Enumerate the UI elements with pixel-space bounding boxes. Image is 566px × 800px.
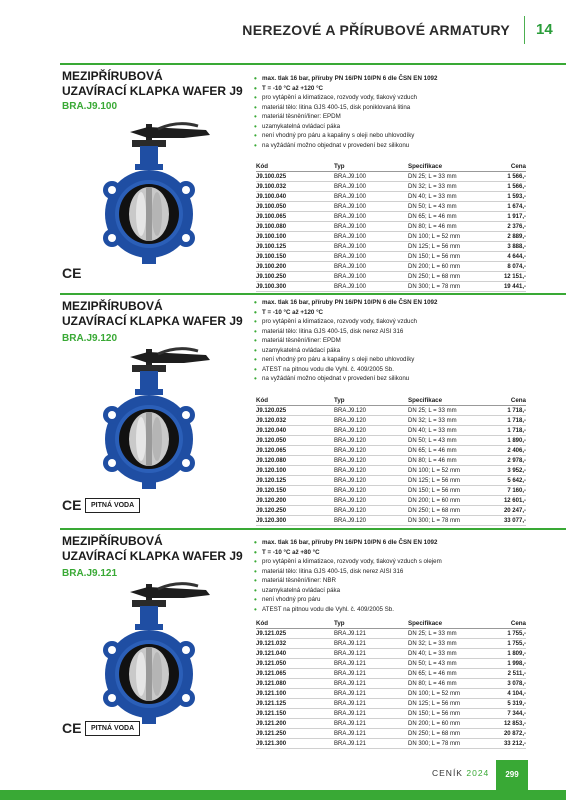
- ce-mark-icon: CE: [62, 265, 82, 281]
- cell-spec: DN 50; L = 43 mm: [408, 436, 486, 446]
- table-row: [256, 172, 526, 182]
- cell-type: BRA.J9.100: [334, 232, 408, 242]
- product-title-line2: UZAVÍRACÍ KLAPKA WAFER J9: [62, 549, 243, 563]
- cell-code: J9.121.150: [256, 709, 334, 719]
- cell-code: J9.120.050: [256, 436, 334, 446]
- footer-year: 2024: [466, 768, 490, 778]
- cell-price: 1 917,-: [486, 212, 526, 222]
- footer-label: [432, 768, 489, 778]
- cell-type: BRA.J9.100: [334, 282, 408, 292]
- cell-spec: DN 25; L = 33 mm: [408, 172, 486, 182]
- table-header-price: Cena: [486, 161, 526, 172]
- cell-price: 1 593,-: [486, 192, 526, 202]
- cell-code: J9.120.080: [256, 456, 334, 466]
- cell-price: 2 889,-: [486, 232, 526, 242]
- table-row: [256, 262, 526, 272]
- cell-spec: DN 65; L = 46 mm: [408, 669, 486, 679]
- cell-code: J9.121.080: [256, 679, 334, 689]
- cell-spec: DN 40; L = 33 mm: [408, 649, 486, 659]
- feature-item: • uzamykatelná ovládací páka: [254, 586, 544, 596]
- cell-type: BRA.J9.100: [334, 252, 408, 262]
- cell-spec: DN 50; L = 43 mm: [408, 202, 486, 212]
- cell-code: J9.100.150: [256, 252, 334, 262]
- cell-code: J9.100.065: [256, 212, 334, 222]
- feature-item: • není vhodný pro páru: [254, 595, 544, 605]
- table-row: [256, 689, 526, 699]
- cell-type: BRA.J9.121: [334, 649, 408, 659]
- cell-price: 4 644,-: [486, 252, 526, 262]
- cell-price: 33 212,-: [486, 739, 526, 749]
- cell-code: J9.120.150: [256, 486, 334, 496]
- cell-type: BRA.J9.120: [334, 476, 408, 486]
- cell-type: BRA.J9.100: [334, 262, 408, 272]
- feature-item: • max. tlak 16 bar, příruby PN 16/PN 10/PN 6 dle ČSN EN 1092: [254, 538, 544, 548]
- product-code: BRA.J9.100: [62, 101, 118, 112]
- product-section-j9-100: [0, 63, 566, 288]
- table-row: [256, 679, 526, 689]
- feature-item: • uzamykatelná ovládací páka: [254, 346, 544, 356]
- feature-item: • T = -10 °C až +120 °C: [254, 84, 544, 94]
- cell-code: J9.121.125: [256, 699, 334, 709]
- page-header-title: NEREZOVÉ A PŘÍRUBOVÉ ARMATURY: [242, 22, 510, 38]
- cell-code: J9.121.032: [256, 639, 334, 649]
- table-row: [256, 252, 526, 262]
- feature-item: • materiál tělo: litina GJS 400-15, disk nerez AISI 316: [254, 567, 544, 577]
- cell-price: 1 890,-: [486, 436, 526, 446]
- price-table: [256, 161, 526, 292]
- drinking-water-badge: PITNÁ VODA: [85, 498, 140, 513]
- cell-spec: DN 300; L = 78 mm: [408, 516, 486, 526]
- product-title-line2: UZAVÍRACÍ KLAPKA WAFER J9: [62, 314, 243, 328]
- product-title-line2: UZAVÍRACÍ KLAPKA WAFER J9: [62, 84, 243, 98]
- ce-mark-icon: CE: [62, 497, 82, 513]
- cell-price: 5 319,-: [486, 699, 526, 709]
- cell-price: 20 872,-: [486, 729, 526, 739]
- cell-code: J9.121.300: [256, 739, 334, 749]
- table-header-price: Cena: [486, 395, 526, 406]
- cell-price: 1 809,-: [486, 649, 526, 659]
- cell-price: 1 755,-: [486, 629, 526, 639]
- table-header-code: Kód: [256, 618, 334, 629]
- cell-spec: DN 25; L = 33 mm: [408, 629, 486, 639]
- cell-price: 7 344,-: [486, 709, 526, 719]
- table-row: [256, 486, 526, 496]
- cell-code: J9.121.100: [256, 689, 334, 699]
- cell-code: J9.120.100: [256, 466, 334, 476]
- feature-item: • T = -10 °C až +120 °C: [254, 308, 544, 318]
- cell-code: J9.121.250: [256, 729, 334, 739]
- feature-item: • není vhodný pro páru a kapaliny s oleji nebo uhlovodíky: [254, 355, 544, 365]
- table-row: [256, 436, 526, 446]
- price-table: [256, 618, 526, 749]
- cell-price: 1 755,-: [486, 639, 526, 649]
- cell-type: BRA.J9.100: [334, 202, 408, 212]
- cell-spec: DN 100; L = 52 mm: [408, 466, 486, 476]
- feature-item: • max. tlak 16 bar, příruby PN 16/PN 10/PN 6 dle ČSN EN 1092: [254, 298, 544, 308]
- cell-type: BRA.J9.100: [334, 172, 408, 182]
- section-divider: [60, 63, 566, 65]
- cell-type: BRA.J9.121: [334, 719, 408, 729]
- cell-type: BRA.J9.120: [334, 506, 408, 516]
- cell-type: BRA.J9.100: [334, 212, 408, 222]
- cell-type: BRA.J9.120: [334, 406, 408, 416]
- table-row: [256, 222, 526, 232]
- table-row: [256, 466, 526, 476]
- cell-code: J9.121.025: [256, 629, 334, 639]
- table-row: [256, 242, 526, 252]
- cell-price: 1 718,-: [486, 406, 526, 416]
- cell-spec: DN 200; L = 60 mm: [408, 719, 486, 729]
- cell-code: J9.120.032: [256, 416, 334, 426]
- table-row: [256, 192, 526, 202]
- cell-price: 2 511,-: [486, 669, 526, 679]
- cell-code: J9.100.100: [256, 232, 334, 242]
- table-row: [256, 202, 526, 212]
- cell-type: BRA.J9.121: [334, 709, 408, 719]
- feature-item: • pro vytápění a klimatizace, rozvody vody, tlakový vzduch: [254, 317, 544, 327]
- cell-spec: DN 150; L = 56 mm: [408, 252, 486, 262]
- header-divider: [524, 16, 525, 44]
- feature-item: • materiál těsnění/liner: EPDM: [254, 336, 544, 346]
- table-row: [256, 416, 526, 426]
- cell-code: J9.100.040: [256, 192, 334, 202]
- product-title: [62, 534, 243, 564]
- product-section-j9-121: [0, 528, 566, 758]
- cell-code: J9.100.125: [256, 242, 334, 252]
- section-divider: [60, 293, 566, 295]
- table-header-spec: Specifikace: [408, 161, 486, 172]
- butterfly-valve-image: [88, 118, 218, 268]
- table-header-code: Kód: [256, 161, 334, 172]
- cell-code: J9.100.200: [256, 262, 334, 272]
- table-row: [256, 272, 526, 282]
- product-code: BRA.J9.121: [62, 568, 118, 579]
- cell-price: 4 104,-: [486, 689, 526, 699]
- table-row: [256, 476, 526, 486]
- table-header-price: Cena: [486, 618, 526, 629]
- cell-price: 12 151,-: [486, 272, 526, 282]
- cell-code: J9.121.050: [256, 659, 334, 669]
- table-row: [256, 406, 526, 416]
- feature-item: • ATEST na pitnou vodu dle Vyhl. č. 409/2005 Sb.: [254, 605, 544, 615]
- cell-spec: DN 250; L = 68 mm: [408, 506, 486, 516]
- cell-spec: DN 65; L = 46 mm: [408, 212, 486, 222]
- feature-item: • uzamykatelná ovládací páka: [254, 122, 544, 132]
- cell-spec: DN 40; L = 33 mm: [408, 426, 486, 436]
- cell-type: BRA.J9.120: [334, 426, 408, 436]
- cell-spec: DN 32; L = 33 mm: [408, 182, 486, 192]
- table-row: [256, 719, 526, 729]
- cell-code: J9.100.300: [256, 282, 334, 292]
- feature-item: • pro vytápění a klimatizace, rozvody vody, tlakový vzduch s olejem: [254, 557, 544, 567]
- page-number: 299: [496, 760, 528, 790]
- cell-type: BRA.J9.100: [334, 272, 408, 282]
- table-row: [256, 709, 526, 719]
- cell-code: J9.120.300: [256, 516, 334, 526]
- cell-type: BRA.J9.100: [334, 242, 408, 252]
- cell-spec: DN 200; L = 60 mm: [408, 496, 486, 506]
- product-title-line1: MEZIPŘÍRUBOVÁ: [62, 299, 163, 313]
- cell-price: 12 601,-: [486, 496, 526, 506]
- table-row: [256, 729, 526, 739]
- feature-item: • materiál těsnění/liner: EPDM: [254, 112, 544, 122]
- chapter-number: 14: [536, 21, 553, 38]
- cell-spec: DN 200; L = 60 mm: [408, 262, 486, 272]
- table-row: [256, 669, 526, 679]
- cell-price: 3 888,-: [486, 242, 526, 252]
- cell-spec: DN 80; L = 46 mm: [408, 222, 486, 232]
- price-table: [256, 395, 526, 526]
- table-row: [256, 456, 526, 466]
- cell-spec: DN 300; L = 78 mm: [408, 282, 486, 292]
- cell-code: J9.120.125: [256, 476, 334, 486]
- drinking-water-badge: PITNÁ VODA: [85, 721, 140, 736]
- cell-type: BRA.J9.120: [334, 436, 408, 446]
- cell-price: 33 077,-: [486, 516, 526, 526]
- ce-mark-icon: CE: [62, 720, 82, 736]
- table-row: [256, 516, 526, 526]
- feature-item: • na vyžádání možno objednat v provedení bez silikonu: [254, 141, 544, 151]
- feature-item: • T = -10 °C až +80 °C: [254, 548, 544, 558]
- feature-item: • pro vytápění a klimatizace, rozvody vody, tlakový vzduch: [254, 93, 544, 103]
- table-row: [256, 426, 526, 436]
- cell-price: 3 078,-: [486, 679, 526, 689]
- table-row: [256, 282, 526, 292]
- feature-item: • není vhodný pro páru a kapaliny s oleji nebo uhlovodíky: [254, 131, 544, 141]
- product-section-j9-120: [0, 293, 566, 524]
- butterfly-valve-image: [88, 578, 218, 728]
- feature-item: • na vyžádání možno objednat v provedení bez silikonu: [254, 374, 544, 384]
- cell-spec: DN 32; L = 33 mm: [408, 416, 486, 426]
- feature-item: • max. tlak 16 bar, příruby PN 16/PN 10/PN 6 dle ČSN EN 1092: [254, 74, 544, 84]
- cell-code: J9.121.200: [256, 719, 334, 729]
- cell-price: 2 376,-: [486, 222, 526, 232]
- cell-type: BRA.J9.100: [334, 192, 408, 202]
- cell-type: BRA.J9.121: [334, 699, 408, 709]
- cell-spec: DN 150; L = 56 mm: [408, 709, 486, 719]
- cell-price: 19 441,-: [486, 282, 526, 292]
- cell-spec: DN 25; L = 33 mm: [408, 406, 486, 416]
- cell-type: BRA.J9.120: [334, 496, 408, 506]
- cell-code: J9.100.250: [256, 272, 334, 282]
- cell-price: 1 566,-: [486, 182, 526, 192]
- table-row: [256, 639, 526, 649]
- feature-item: • materiál tělo: litina GJS 400-15, disk poniklovaná litina: [254, 103, 544, 113]
- cell-price: 1 718,-: [486, 416, 526, 426]
- cell-price: 1 674,-: [486, 202, 526, 212]
- cell-price: 1 718,-: [486, 426, 526, 436]
- feature-list: [254, 298, 544, 384]
- footer-bar: [0, 790, 566, 800]
- table-header-type: Typ: [334, 161, 408, 172]
- table-row: [256, 506, 526, 516]
- cell-spec: DN 100; L = 52 mm: [408, 689, 486, 699]
- cell-type: BRA.J9.121: [334, 659, 408, 669]
- table-header-code: Kód: [256, 395, 334, 406]
- cell-type: BRA.J9.120: [334, 516, 408, 526]
- cell-spec: DN 250; L = 68 mm: [408, 729, 486, 739]
- cell-spec: DN 80; L = 46 mm: [408, 456, 486, 466]
- cell-type: BRA.J9.121: [334, 629, 408, 639]
- table-row: [256, 232, 526, 242]
- cell-type: BRA.J9.120: [334, 456, 408, 466]
- cell-type: BRA.J9.120: [334, 466, 408, 476]
- cell-spec: DN 65; L = 46 mm: [408, 446, 486, 456]
- cell-code: J9.100.050: [256, 202, 334, 212]
- cell-type: BRA.J9.120: [334, 486, 408, 496]
- cell-spec: DN 300; L = 78 mm: [408, 739, 486, 749]
- cell-price: 2 406,-: [486, 446, 526, 456]
- cell-price: 2 978,-: [486, 456, 526, 466]
- cell-price: 3 952,-: [486, 466, 526, 476]
- feature-list: [254, 74, 544, 150]
- cell-type: BRA.J9.121: [334, 729, 408, 739]
- cell-spec: DN 125; L = 56 mm: [408, 699, 486, 709]
- product-code: BRA.J9.120: [62, 333, 118, 344]
- product-title-line1: MEZIPŘÍRUBOVÁ: [62, 534, 163, 548]
- feature-item: • ATEST na pitnou vodu dle Vyhl. č. 409/2005 Sb.: [254, 365, 544, 375]
- cell-type: BRA.J9.120: [334, 446, 408, 456]
- table-row: [256, 649, 526, 659]
- cell-spec: DN 50; L = 43 mm: [408, 659, 486, 669]
- cell-type: BRA.J9.120: [334, 416, 408, 426]
- cell-type: BRA.J9.121: [334, 669, 408, 679]
- cell-code: J9.120.250: [256, 506, 334, 516]
- cell-code: J9.100.080: [256, 222, 334, 232]
- cell-spec: DN 125; L = 56 mm: [408, 242, 486, 252]
- cell-code: J9.120.025: [256, 406, 334, 416]
- cell-type: BRA.J9.100: [334, 222, 408, 232]
- cell-spec: DN 32; L = 33 mm: [408, 639, 486, 649]
- cell-code: J9.120.065: [256, 446, 334, 456]
- cell-spec: DN 100; L = 52 mm: [408, 232, 486, 242]
- product-title: [62, 69, 243, 99]
- feature-list: [254, 538, 544, 614]
- cell-type: BRA.J9.121: [334, 689, 408, 699]
- table-row: [256, 182, 526, 192]
- butterfly-valve-image: [88, 343, 218, 493]
- cell-price: 7 160,-: [486, 486, 526, 496]
- cell-code: J9.120.200: [256, 496, 334, 506]
- cell-price: 1 998,-: [486, 659, 526, 669]
- cell-code: J9.100.032: [256, 182, 334, 192]
- cell-type: BRA.J9.121: [334, 639, 408, 649]
- cell-code: J9.100.025: [256, 172, 334, 182]
- table-row: [256, 699, 526, 709]
- cell-price: 20 247,-: [486, 506, 526, 516]
- table-row: [256, 446, 526, 456]
- cell-code: J9.121.040: [256, 649, 334, 659]
- feature-item: • materiál těsnění/liner: NBR: [254, 576, 544, 586]
- cell-spec: DN 40; L = 33 mm: [408, 192, 486, 202]
- feature-item: • materiál tělo: litina GJS 400-15, disk nerez AISI 316: [254, 327, 544, 337]
- cell-code: J9.121.065: [256, 669, 334, 679]
- footer-label-text: CENÍK: [432, 768, 463, 778]
- cell-price: 12 853,-: [486, 719, 526, 729]
- table-row: [256, 739, 526, 749]
- product-title: [62, 299, 243, 329]
- table-header-spec: Specifikace: [408, 618, 486, 629]
- cell-spec: DN 250; L = 68 mm: [408, 272, 486, 282]
- table-row: [256, 659, 526, 669]
- cell-spec: DN 80; L = 46 mm: [408, 679, 486, 689]
- cell-type: BRA.J9.121: [334, 739, 408, 749]
- product-title-line1: MEZIPŘÍRUBOVÁ: [62, 69, 163, 83]
- section-divider: [60, 528, 566, 530]
- table-header-type: Typ: [334, 618, 408, 629]
- cell-price: 8 074,-: [486, 262, 526, 272]
- cell-spec: DN 125; L = 56 mm: [408, 476, 486, 486]
- cell-type: BRA.J9.121: [334, 679, 408, 689]
- table-row: [256, 496, 526, 506]
- cell-spec: DN 150; L = 56 mm: [408, 486, 486, 496]
- cell-code: J9.120.040: [256, 426, 334, 436]
- table-row: [256, 212, 526, 222]
- cell-type: BRA.J9.100: [334, 182, 408, 192]
- table-header-type: Typ: [334, 395, 408, 406]
- cell-price: 1 566,-: [486, 172, 526, 182]
- cell-price: 5 642,-: [486, 476, 526, 486]
- table-row: [256, 629, 526, 639]
- table-header-spec: Specifikace: [408, 395, 486, 406]
